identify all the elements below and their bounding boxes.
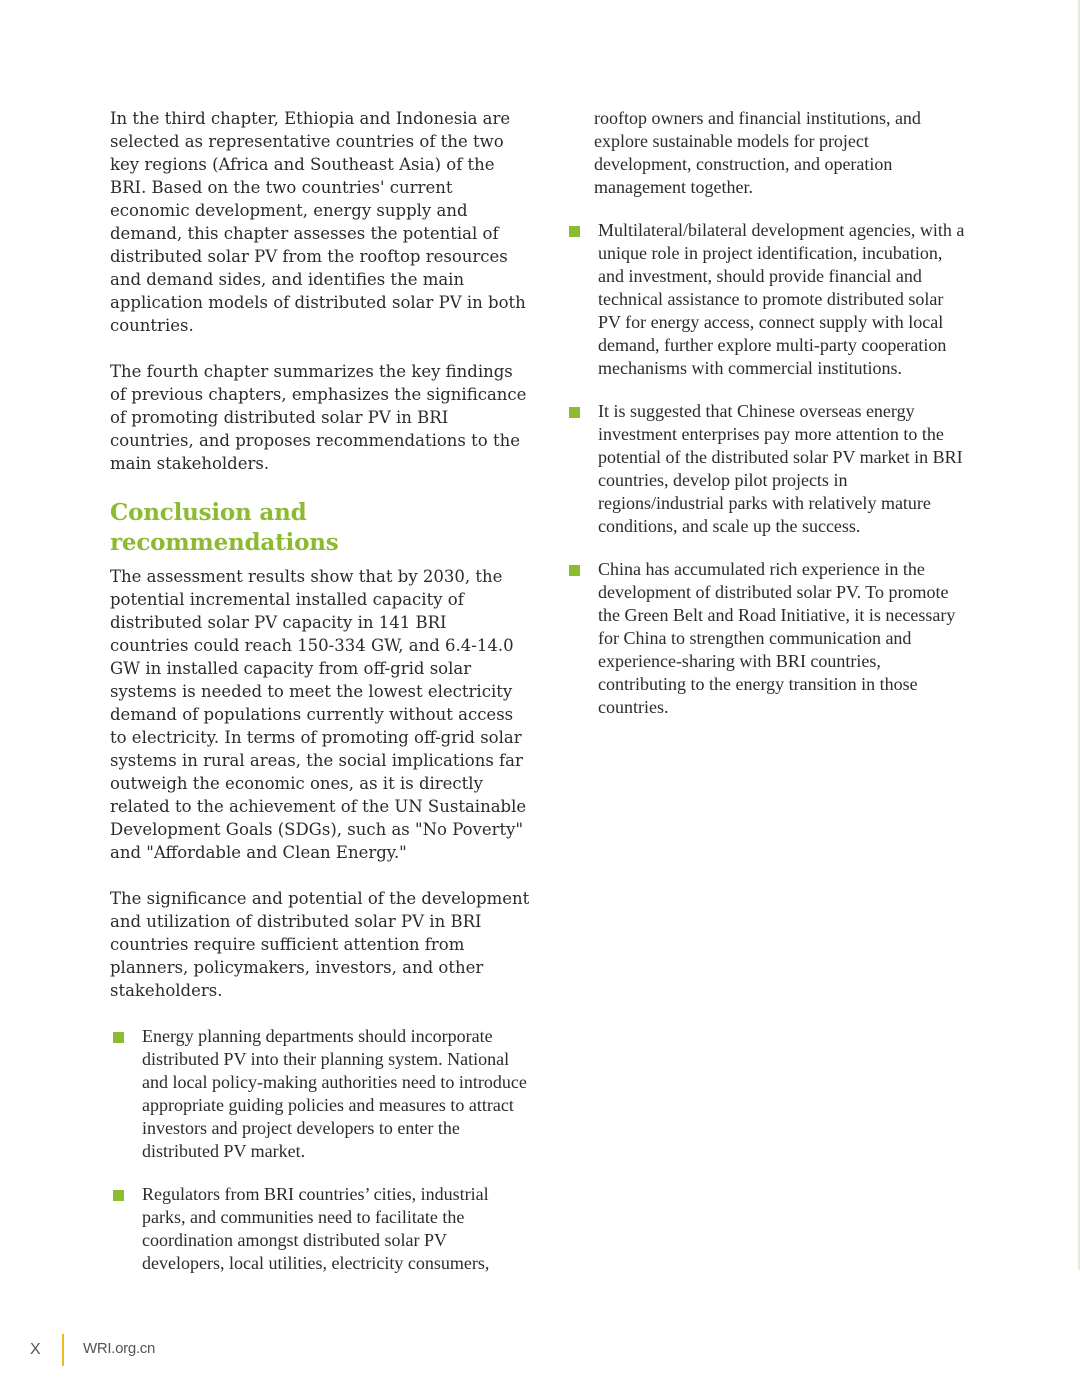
- site-link[interactable]: WRI.org.cn: [83, 1340, 156, 1357]
- list-item-text: Regulators from BRI countries’ cities, industrial parks, and communities need to facilitate the coordination amongst distributed solar PV developers, local utilities, electricity consumers,: [142, 1184, 490, 1273]
- list-item: [566, 400, 970, 538]
- list-item: [566, 219, 970, 380]
- list-item-text: China has accumulated rich experience in the development of distributed solar PV. To promote the Green Belt and Road Initiative, it is necessary for China to strengthen communication and experience-sharing with BRI countries, contributing to the energy transition in those countries.: [598, 559, 956, 717]
- assessment-paragraph: The assessment results show that by 2030, the potential incremental installed capacity of distributed solar PV capacity in 141 BRI countries could reach 150-334 GW, and 6.4-14.0 GW in installed capacity from off-grid solar systems is needed to meet the lowest electricity demand of populations currently without access to electricity. In terms of promoting off-grid solar systems in rural areas, the social implications far outweigh the economic ones, as it is directly related to the achievement of the UN Sustainable Development Goals (SDGs), such as "No Poverty" and "Affordable and Clean Energy.": [110, 567, 527, 862]
- green-square-bullet-icon: [569, 565, 580, 576]
- list-item: [566, 558, 970, 719]
- list-item-text: It is suggested that Chinese overseas energy investment enterprises pay more attention to the potential of the distributed solar PV market in BRI countries, develop pilot projects in regions/industrial parks with relatively mature conditions, and scale up the success.: [598, 401, 963, 536]
- list-item-text: Energy planning departments should incorporate distributed PV into their planning system. National and local policy-making authorities need to introduce appropriate guiding policies and measures to attract investors and project developers to enter the distributed PV market.: [142, 1026, 527, 1161]
- green-square-bullet-icon: [113, 1190, 124, 1201]
- left-column: [110, 107, 530, 1295]
- chapter-four-paragraph: The fourth chapter summarizes the key findings of previous chapters, emphasizes the significance of promoting distributed solar PV in BRI countries, and proposes recommendations to the main stakeholders.: [110, 362, 527, 473]
- continued-list-text: rooftop owners and financial institutions, and explore sustainable models for project development, construction, and operation management together.: [594, 108, 921, 197]
- list-item: [110, 1025, 530, 1163]
- green-square-bullet-icon: [113, 1032, 124, 1043]
- footer-divider: [62, 1334, 64, 1366]
- right-column: [566, 107, 970, 739]
- list-item: [110, 1183, 530, 1275]
- section-heading: Conclusion and recommendations: [110, 499, 339, 556]
- list-item-text: Multilateral/bilateral development agencies, with a unique role in project identification, incubation, and investment, should provide financial and technical assistance to promote distributed solar PV for energy access, connect supply with local demand, further explore multi-party cooperation mechanisms with commercial institutions.: [598, 220, 965, 378]
- green-square-bullet-icon: [569, 407, 580, 418]
- page-footer: [0, 1334, 300, 1366]
- recommendation-list-right: [566, 219, 970, 719]
- significance-paragraph: The significance and potential of the development and utilization of distributed solar PV in BRI countries require sufficient attention from planners, policymakers, investors, and other stakeholders.: [110, 889, 530, 1000]
- chapter-three-paragraph: In the third chapter, Ethiopia and Indonesia are selected as representative countries of the two key regions (Africa and Southeast Asia) of the BRI. Based on the two countries' current economic development, energy supply and demand, this chapter assesses the potential of distributed solar PV from the rooftop resources and demand sides, and identifies the main application models of distributed solar PV in both countries.: [110, 109, 526, 335]
- green-square-bullet-icon: [569, 226, 580, 237]
- page-number: X: [30, 1341, 41, 1358]
- recommendation-list-left: [110, 1025, 530, 1275]
